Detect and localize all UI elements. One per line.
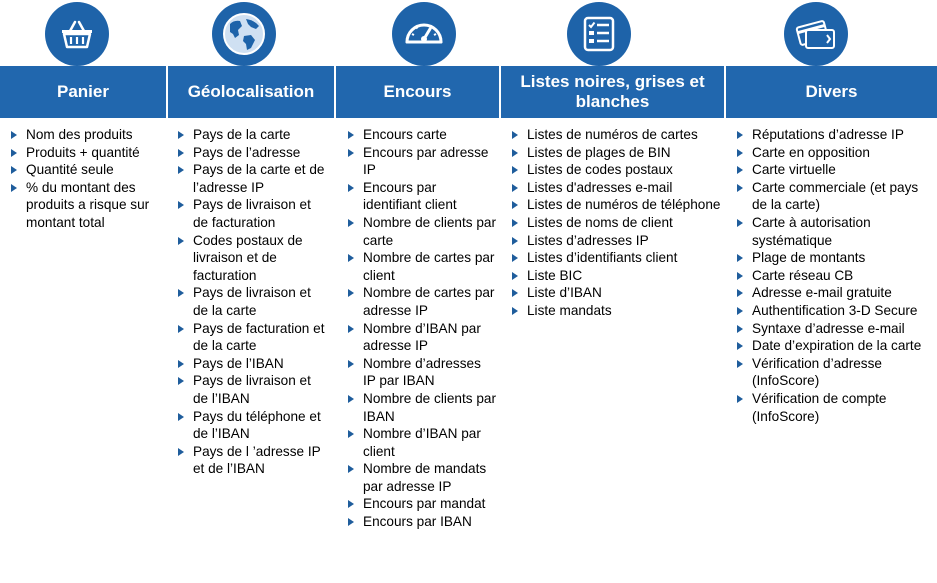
list-item: Listes d’identifiants client [510, 249, 722, 267]
list-item: Nombre d’adresses IP par IBAN [346, 355, 496, 390]
list-item: Listes de noms de client [510, 214, 722, 232]
header-listes: Listes noires, grises et blanches [520, 72, 705, 111]
list-item: Listes d'adresses e-mail [510, 179, 722, 197]
list-item: Réputations d’adresse IP [735, 126, 933, 144]
list-item: Liste mandats [510, 302, 722, 320]
list-encours [346, 126, 496, 531]
list-divers [735, 126, 933, 425]
list-item: Vérification de compte (InfoScore) [735, 390, 933, 425]
list-item: Pays de livraison et de l’IBAN [176, 372, 328, 407]
list-item: Carte en opposition [735, 144, 933, 162]
list-item: Pays de livraison et de facturation [176, 196, 328, 231]
list-item: Pays de l ’adresse IP et de l’IBAN [176, 443, 328, 478]
list-item: Nombre de mandats par adresse IP [346, 460, 496, 495]
header-encours: Encours [383, 82, 452, 101]
list-item: Listes de numéros de téléphone [510, 196, 722, 214]
list-item: Nom des produits [9, 126, 159, 144]
list-listes [510, 126, 722, 320]
basket-icon [45, 2, 109, 66]
globe-icon [212, 2, 276, 66]
list-item: Adresse e-mail gratuite [735, 284, 933, 302]
list-item: Encours par adresse IP [346, 144, 496, 179]
list-panier [9, 126, 159, 232]
list-item: Nombre de cartes par adresse IP [346, 284, 496, 319]
list-item: Nombre d’IBAN par client [346, 425, 496, 460]
list-item: Listes de plages de BIN [510, 144, 722, 162]
list-item: Syntaxe d’adresse e-mail [735, 320, 933, 338]
list-item: Nombre de clients par carte [346, 214, 496, 249]
list-item: Nombre de clients par IBAN [346, 390, 496, 425]
list-item: % du montant des produits a risque sur montant total [9, 179, 159, 232]
list-item: Encours carte [346, 126, 496, 144]
list-item: Encours par mandat [346, 495, 496, 513]
header-panier: Panier [57, 82, 109, 101]
list-item: Listes de numéros de cartes [510, 126, 722, 144]
header-divers: Divers [805, 82, 858, 101]
list-item: Authentification 3-D Secure [735, 302, 933, 320]
list-item: Pays de livraison et de la carte [176, 284, 328, 319]
credit-cards-icon [784, 2, 848, 66]
list-item: Carte à autorisation systématique [735, 214, 933, 249]
list-item: Pays de l’IBAN [176, 355, 328, 373]
list-item: Vérification d’adresse (InfoScore) [735, 355, 933, 390]
list-item: Nombre d’IBAN par adresse IP [346, 320, 496, 355]
list-item: Listes d’adresses IP [510, 232, 722, 250]
list-item: Listes de codes postaux [510, 161, 722, 179]
list-item: Plage de montants [735, 249, 933, 267]
speedometer-icon [392, 2, 456, 66]
list-item: Nombre de cartes par client [346, 249, 496, 284]
checklist-icon [567, 2, 631, 66]
list-item: Carte réseau CB [735, 267, 933, 285]
list-item: Encours par IBAN [346, 513, 496, 531]
list-item: Codes postaux de livraison et de facturation [176, 232, 328, 285]
list-item: Carte virtuelle [735, 161, 933, 179]
list-item: Pays de facturation et de la carte [176, 320, 328, 355]
list-item: Pays de la carte [176, 126, 328, 144]
list-item: Liste BIC [510, 267, 722, 285]
list-item: Liste d’IBAN [510, 284, 722, 302]
list-item: Quantité seule [9, 161, 159, 179]
list-geolocalisation [176, 126, 328, 478]
list-item: Pays de la carte et de l’adresse IP [176, 161, 328, 196]
list-item: Produits + quantité [9, 144, 159, 162]
list-item: Encours par identifiant client [346, 179, 496, 214]
list-item: Date d’expiration de la carte [735, 337, 933, 355]
header-geolocalisation: Géolocalisation [187, 82, 315, 101]
list-item: Pays de l’adresse [176, 144, 328, 162]
list-item: Pays du téléphone et de l’IBAN [176, 408, 328, 443]
list-item: Carte commerciale (et pays de la carte) [735, 179, 933, 214]
